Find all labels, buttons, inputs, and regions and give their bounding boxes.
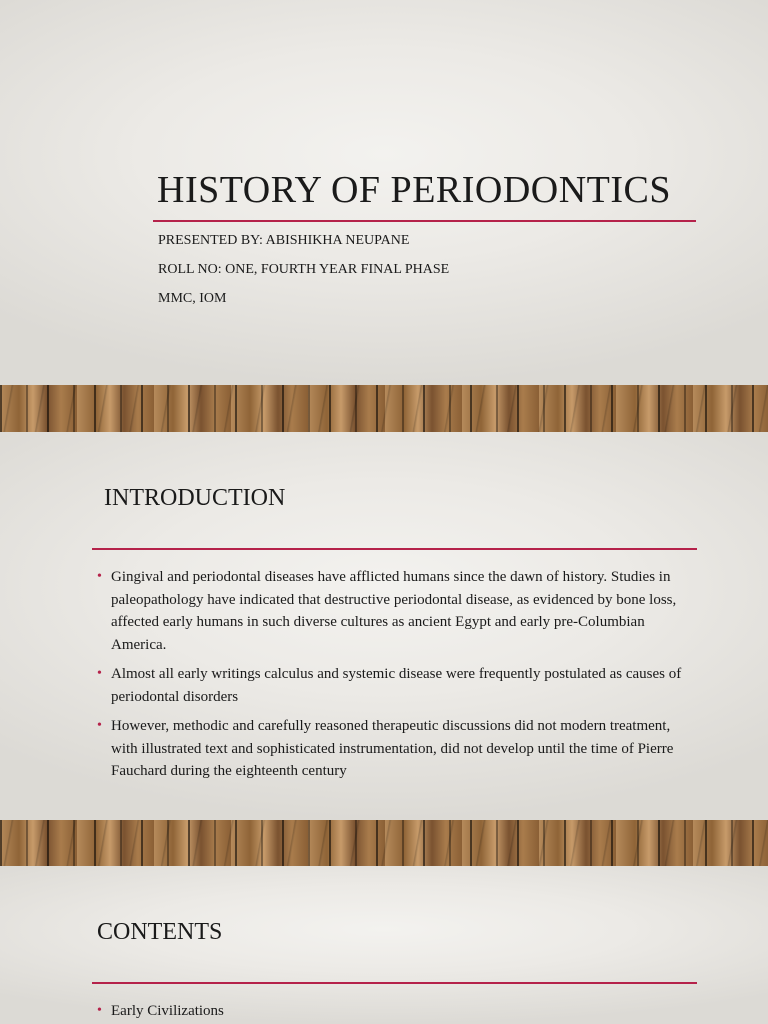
bullet-item: • Early Civilizations <box>95 1000 695 1023</box>
heading-divider <box>92 982 697 984</box>
contents-slide <box>0 866 768 1024</box>
bullet-icon: • <box>97 1003 102 1018</box>
introduction-slide <box>0 432 768 820</box>
institution-line: MMC, IOM <box>158 291 227 306</box>
wood-floor-divider <box>0 820 768 866</box>
bullet-item: • However, methodic and carefully reasoned therapeutic discussions did not modern treatment, with illustrated text and sophisticated instrumentation, did not develop until the time of Pierre Fauchard during the eighteenth century <box>95 715 695 783</box>
bullet-list <box>95 566 695 790</box>
bullet-icon: • <box>97 569 102 584</box>
presentation-title: HISTORY OF PERIODONTICS <box>157 169 672 211</box>
bullet-list <box>95 1000 695 1024</box>
presenter-line: PRESENTED BY: ABISHIKHA NEUPANE <box>158 233 410 248</box>
slide-heading: INTRODUCTION <box>104 485 286 511</box>
wood-floor-divider <box>0 385 768 432</box>
title-slide <box>0 0 768 385</box>
heading-divider <box>92 548 697 550</box>
bullet-item: • Gingival and periodontal diseases have afflicted humans since the dawn of history. Studies in paleopathology have indicated that destructive periodontal disease, as evidenced by bone loss, affected early humans in such diverse cultures as ancient Egypt and early pre-Columbian America. <box>95 566 695 656</box>
bullet-item: • Almost all early writings calculus and systemic disease were frequently postulated as causes of periodontal disorders <box>95 663 695 708</box>
roll-number-line: ROLL NO: ONE, FOURTH YEAR FINAL PHASE <box>158 262 450 277</box>
bullet-icon: • <box>97 718 102 733</box>
title-divider <box>153 220 696 222</box>
slide-heading: CONTENTS <box>97 919 223 945</box>
bullet-icon: • <box>97 666 102 681</box>
